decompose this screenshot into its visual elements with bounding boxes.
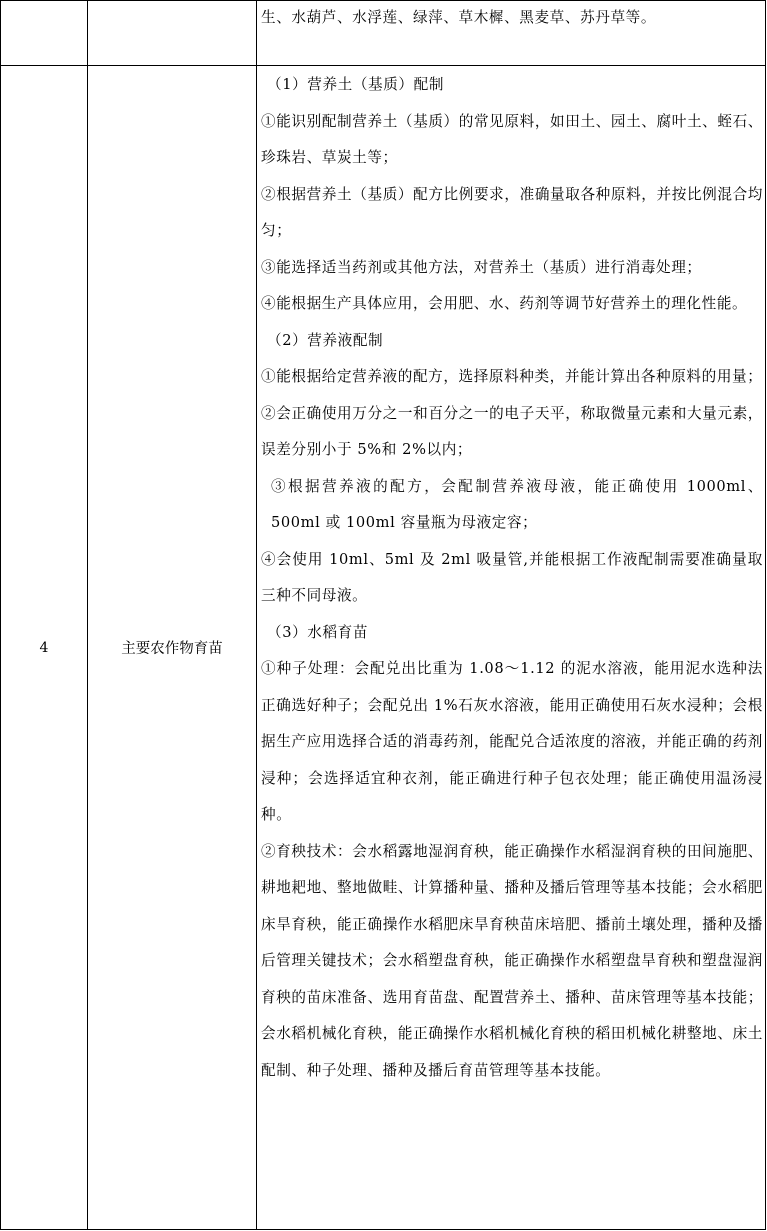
paragraph: ②会正确使用万分之一和百分之一的电子天平，称取微量元素和大量元素，误差分别小于 5%和 2%以内； — [261, 404, 763, 458]
topic-cell: 主要农作物育苗 — [88, 66, 257, 1230]
content-text: 生、水葫芦、水浮莲、绿萍、草木樨、黑麦草、苏丹草等。 — [261, 9, 657, 26]
paragraph: ④能根据生产具体应用，会用肥、水、药剂等调节好营养土的理化性能。 — [261, 295, 748, 312]
section-heading: （1）营养土（基质）配制 — [267, 76, 445, 93]
paragraph: ③根据营养液的配方，会配制营养液母液，能正确使用 1000ml、500ml 或 100ml 容量瓶为母液定容； — [271, 477, 763, 531]
section-heading: （2）营养液配制 — [267, 331, 384, 349]
paragraph: ②育秧技术：会水稻露地湿润育秧，能正确操作水稻湿润育秧的田间施肥、耕地耙地、整地做畦、计算播种量、播种及播后管理等基本技能；会水稻肥床旱育秧，能正确操作水稻肥床旱育秧苗床培肥、播前土壤处理，播种及播后管理关键技术；会水稻塑盘育秧，能正确操作水稻塑盘旱育秧和塑盘湿润育秧的苗床准备、选用育苗盘、配置营养土、播种、苗床管理等基本技能；会水稻机械化育秧，能正确操作水稻机械化育秧的稻田机械化耕整地、床土配制、种子处理、播种及播后育苗管理等基本技能。 — [261, 842, 763, 1079]
paragraph: ①能识别配制营养土（基质）的常见原料，如田土、园土、腐叶土、蛭石、珍珠岩、草炭土等； — [261, 112, 763, 166]
paragraph: ①能根据给定营养液的配方，选择原料种类，并能计算出各种原料的用量； — [261, 368, 763, 385]
content-cell — [257, 1, 766, 66]
content-text — [257, 66, 765, 1089]
topic-cell — [88, 1, 257, 66]
number-cell: 4 — [1, 66, 88, 1230]
table-row — [1, 66, 766, 1230]
content-cell — [257, 66, 766, 1230]
paragraph: ①种子处理：会配兑出比重为 1.08～1.12 的泥水溶液，能用泥水选种法正确选好种子；会配兑出 1%石灰水溶液，能用正确使用石灰水浸种；会根据生产应用选择合适的消毒药剂，能配兑合适浓度的溶液，并能正确的药剂浸种；会选择适宜种衣剂，能正确进行种子包衣处理；能正确使用温汤浸种。 — [261, 660, 763, 823]
paragraph: ③能选择适当药剂或其他方法，对营养土（基质）进行消毒处理； — [261, 258, 702, 276]
paragraph: ②根据营养土（基质）配方比例要求，准确量取各种原料，并按比例混合均匀； — [261, 185, 763, 239]
paragraph: ④会使用 10ml、5ml 及 2ml 吸量管,并能根据工作液配制需要准确量取三种不同母液。 — [261, 550, 763, 604]
number-cell — [1, 1, 88, 66]
table-row — [1, 1, 766, 66]
section-heading: （3）水稻育苗 — [267, 623, 369, 641]
